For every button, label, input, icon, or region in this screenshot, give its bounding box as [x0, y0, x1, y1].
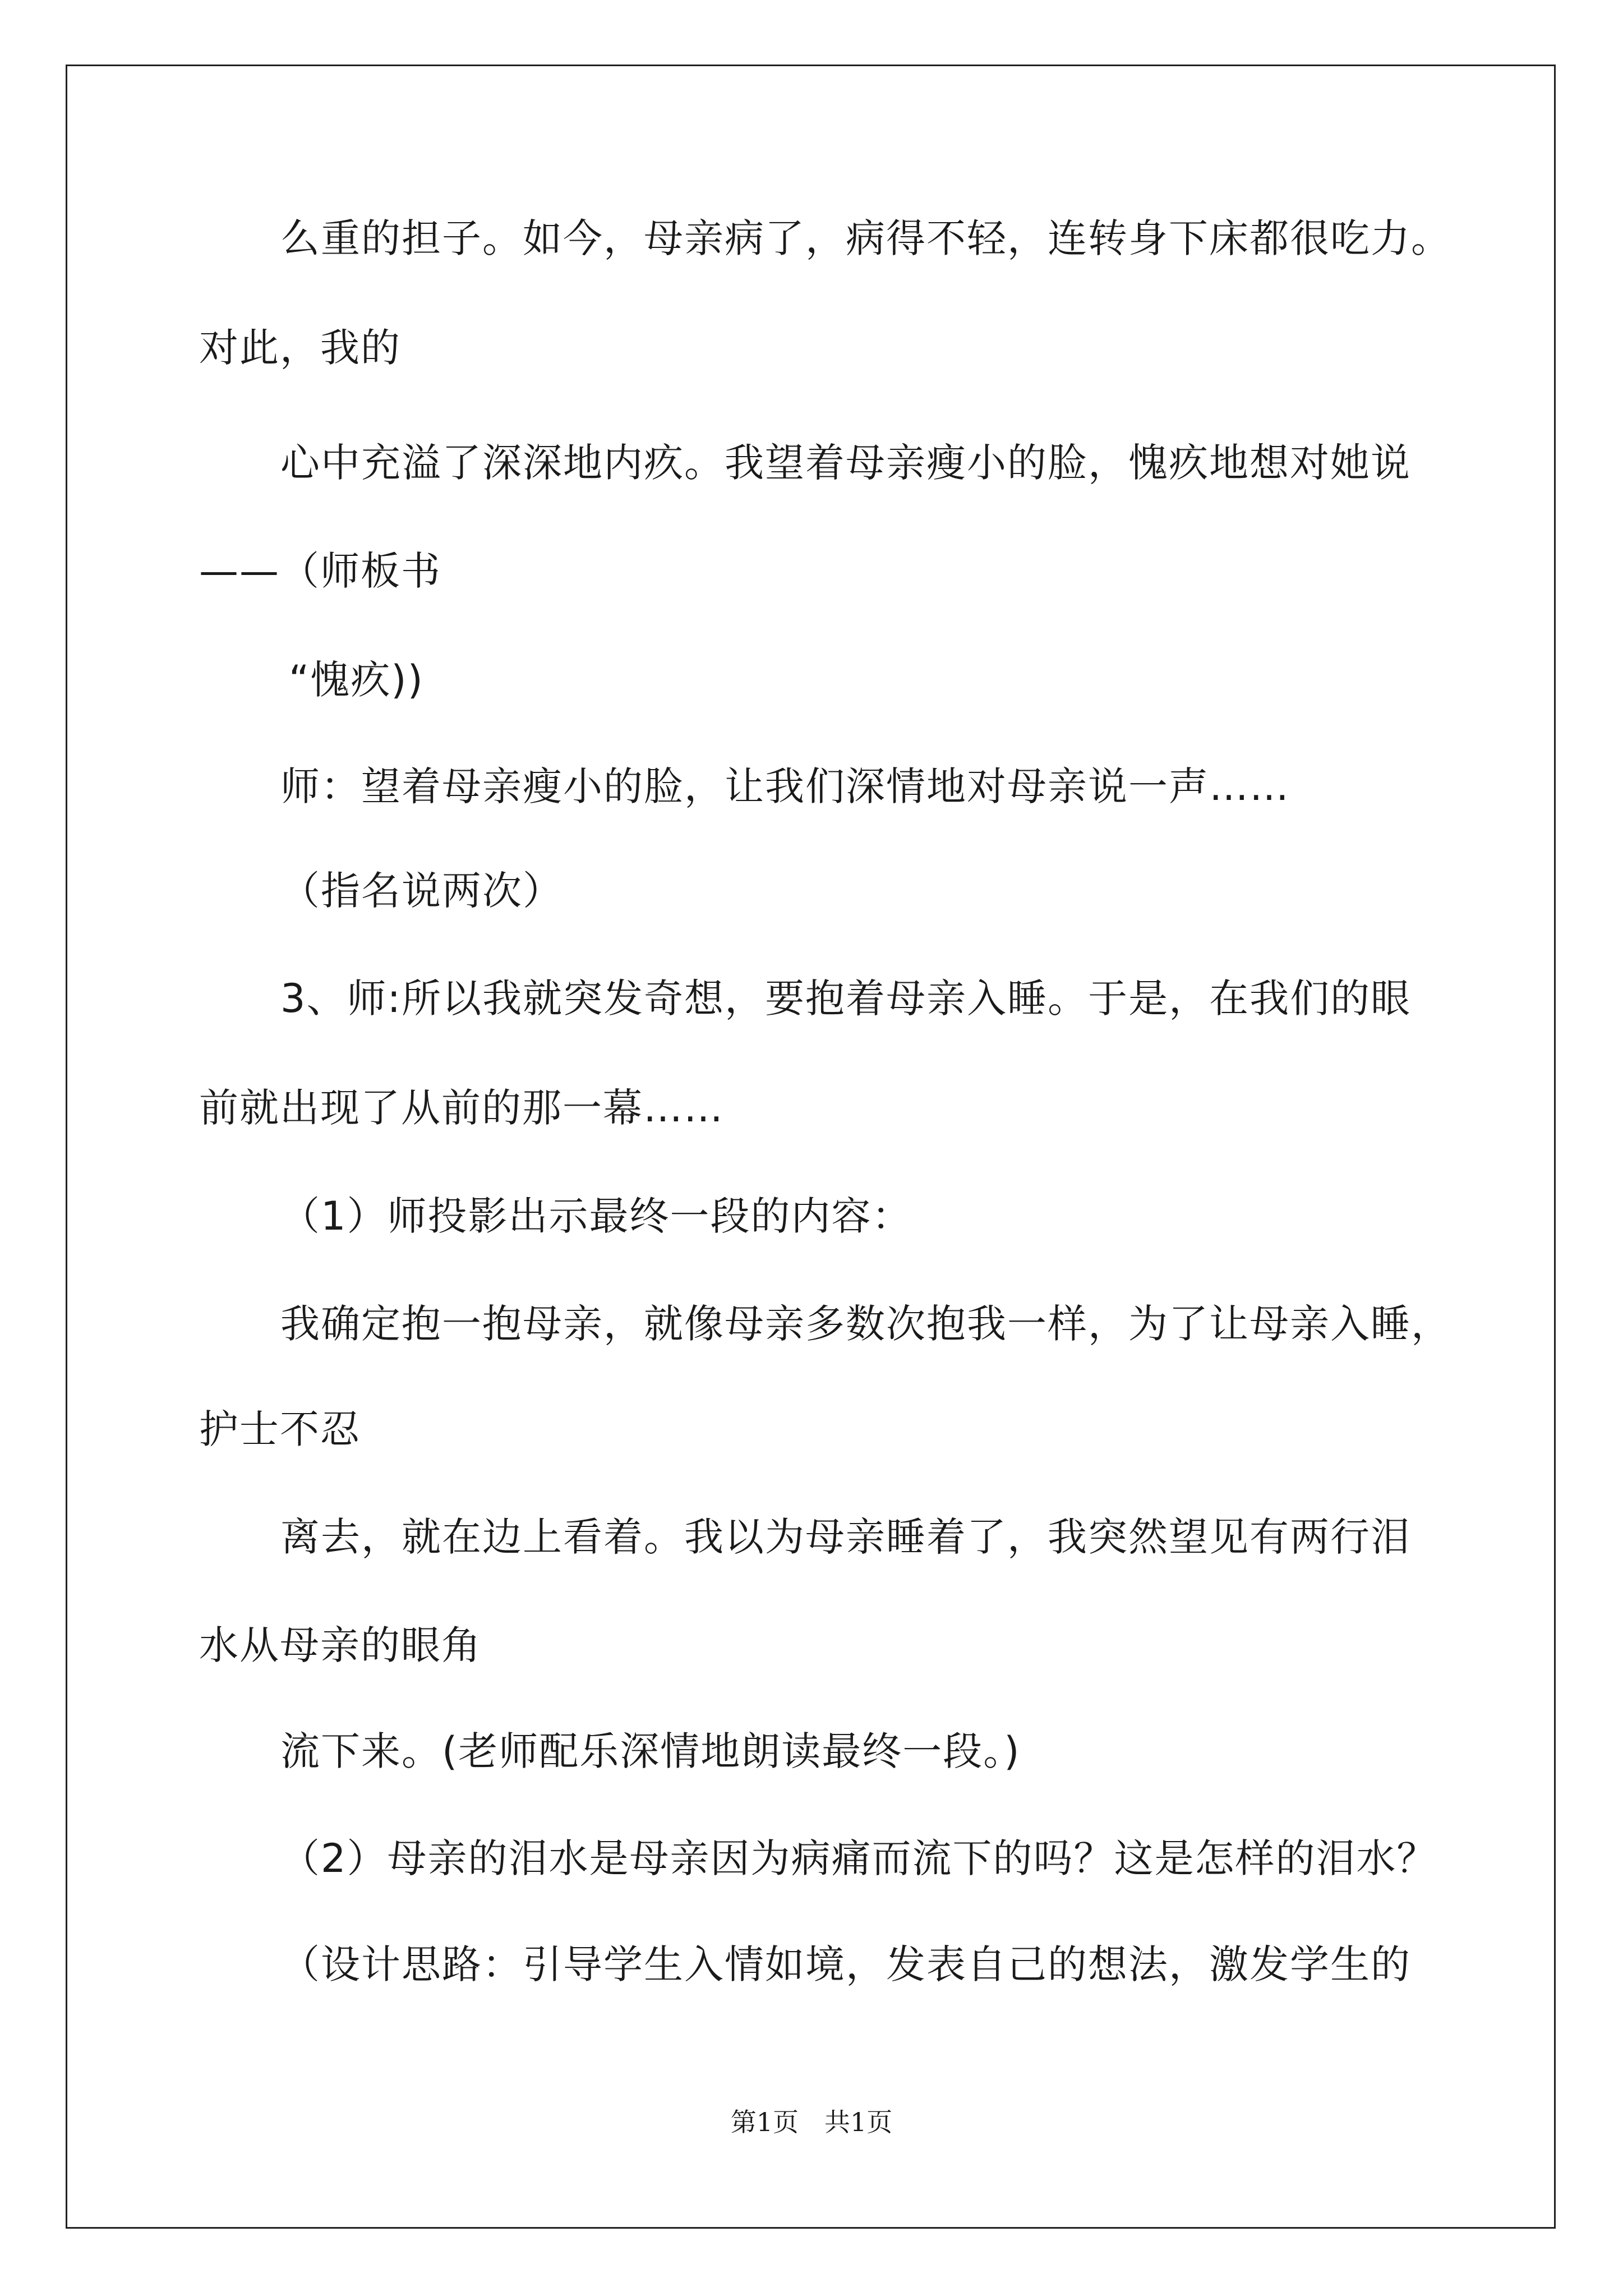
text-line-14: 水从母亲的眼角 [199, 1622, 482, 1668]
text-line-7: （指名说两次） [280, 868, 563, 914]
text-line-17: （设计思路：引导学生入情如境，发表自己的想法，激发学生的 [280, 1941, 1411, 1987]
page-border [66, 65, 1556, 2229]
text-line-16: （2）母亲的泪水是母亲因为病痛而流下的吗？这是怎样的泪水？ [280, 1835, 1437, 1881]
text-line-4: ——（师板书 [199, 548, 441, 594]
text-line-13: 离去，就在边上看着。我以为母亲睡着了，我突然望见有两行泪 [280, 1514, 1411, 1560]
text-line-1: 么重的担子。如今，母亲病了，病得不轻，连转身下床都很吃力。 [280, 215, 1451, 261]
page-footer: 第1页 共1页 [730, 2107, 893, 2137]
text-line-11: 我确定抱一抱母亲，就像母亲多数次抱我一样，为了让母亲入睡， [280, 1301, 1451, 1347]
text-line-2: 对此，我的 [199, 325, 401, 371]
text-line-12: 护士不忍 [199, 1406, 361, 1452]
text-line-6: 师：望着母亲瘦小的脸，让我们深情地对母亲说一声…… [280, 763, 1290, 809]
text-line-15: 流下来。(老师配乐深情地朗读最终一段。) [280, 1728, 1021, 1774]
text-line-3: 心中充溢了深深地内疚。我望着母亲瘦小的脸，愧疚地想对她说 [280, 440, 1411, 486]
text-line-10: （1）师投影出示最终一段的内容： [280, 1193, 912, 1239]
text-line-9: 前就出现了从前的那一幕…… [199, 1085, 724, 1131]
text-line-5: “愧疚)) [289, 657, 424, 703]
text-line-8: 3、师:所以我就突发奇想，要抱着母亲入睡。于是，在我们的眼 [280, 976, 1412, 1022]
